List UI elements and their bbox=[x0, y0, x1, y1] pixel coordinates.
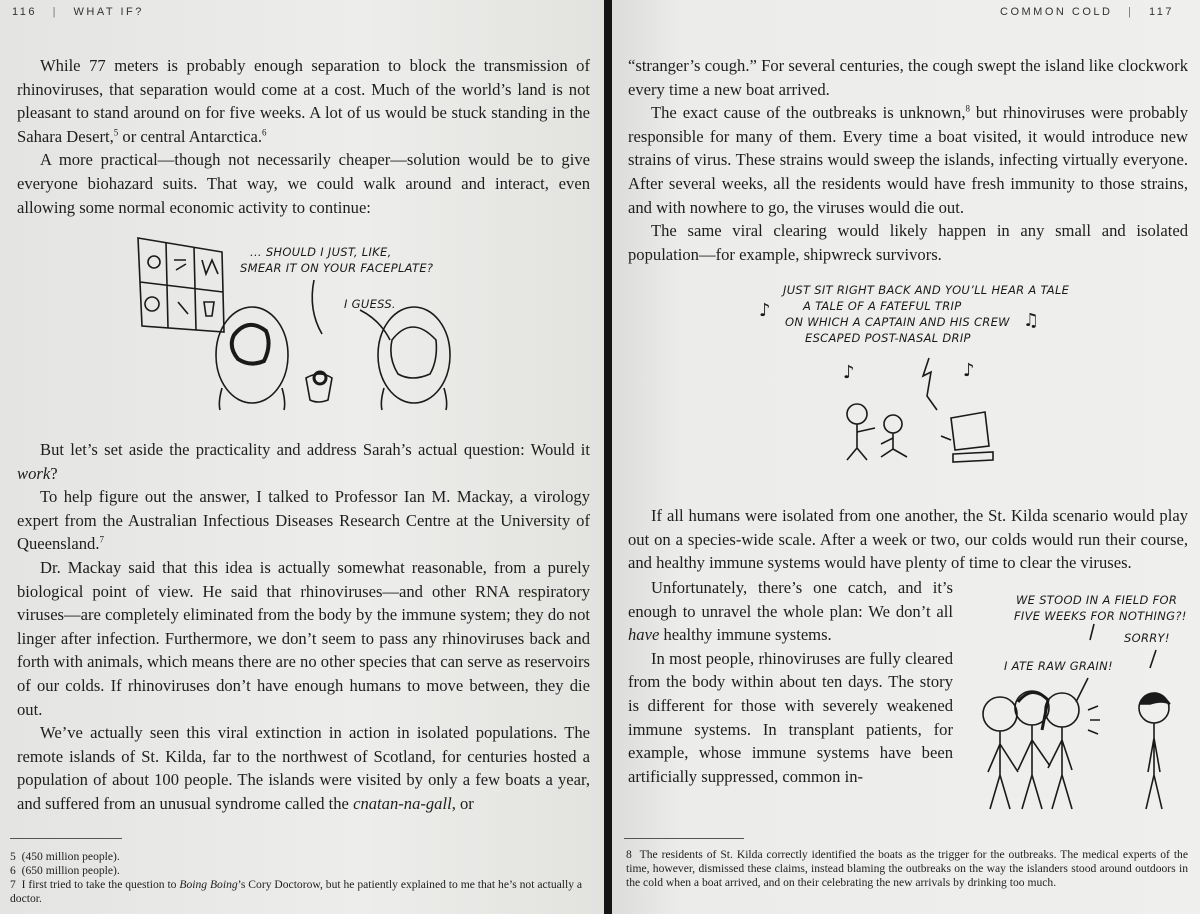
comic2-lyric-line3: ON WHICH A CAPTAIN AND HIS CREW bbox=[785, 315, 1010, 329]
paragraph: To help figure out the answer, I talked to Professor Ian M. Mackay, a virology expert from the Australian Infectious Diseases Research Centre at the University of Queensland.$^7$ bbox=[17, 487, 590, 554]
right-running-head bbox=[1000, 6, 1174, 18]
menu-board-icon bbox=[138, 238, 224, 332]
footnote: 7 I first tried to take the question to Boing Boing’s Cory Doctorow, but he patiently explained to me that he’s not actually a doctor. bbox=[10, 878, 583, 905]
comic3-speech-grain: I ATE RAW GRAIN! bbox=[1004, 659, 1113, 673]
right-page-number: 117 bbox=[1148, 6, 1174, 18]
music-note-icon: ♫ bbox=[1023, 310, 1040, 331]
left-page-number: 116 bbox=[12, 6, 38, 18]
paragraph: In most people, rhinoviruses are fully cleared from the body within about ten days. The story is different for those with severely weakened immune systems. In transplant patients, for example, whose immune systems have been artificially suppressed, common in- bbox=[628, 648, 953, 786]
right-text-mid bbox=[628, 504, 1188, 575]
paragraph: But let’s set aside the practicality and address Sarah’s actual question: Would it work? bbox=[17, 440, 590, 483]
paragraph: “stranger’s cough.” For several centuries, the cough swept the island like clockwork every time a new boat arrived. bbox=[628, 56, 1188, 99]
comic1-speech-line1: ... SHOULD I JUST, LIKE, bbox=[250, 245, 392, 259]
stick-figure-icon bbox=[983, 697, 1017, 731]
right-footnotes bbox=[626, 848, 1188, 890]
comic3-speech-sorry: SORRY! bbox=[1124, 631, 1170, 645]
field-comic bbox=[970, 588, 1190, 818]
paragraph: If all humans were isolated from one another, the St. Kilda scenario would play out on a species-wide scale. After a week or two, our colds would run their course, and healthy immune systems would have plenty of time to clear the viruses. bbox=[628, 506, 1188, 573]
comic2-lyric-line4: ESCAPED POST-NASAL DRIP bbox=[805, 331, 971, 345]
helmet-icon bbox=[216, 307, 288, 403]
book-spine bbox=[604, 0, 612, 914]
footnote-rule bbox=[624, 838, 744, 839]
stick-figure-icon bbox=[847, 404, 867, 424]
comic3-speech-top2: FIVE WEEKS FOR NOTHING?! bbox=[1014, 609, 1187, 623]
comic2-lyric-line2: A TALE OF A FATEFUL TRIP bbox=[803, 299, 962, 313]
left-head-divider: | bbox=[52, 6, 58, 18]
comic1-speech-line2: SMEAR IT ON YOUR FACEPLATE? bbox=[240, 261, 434, 275]
footnote: 6 (650 million people). bbox=[10, 864, 120, 877]
music-note-icon: ♪ bbox=[963, 360, 975, 381]
left-text-bottom bbox=[17, 438, 590, 816]
paragraph: The same viral clearing would likely happen in any small and isolated population—for example, shipwreck survivors. bbox=[628, 221, 1188, 264]
helmet-icon bbox=[378, 307, 450, 403]
paragraph: While 77 meters is probably enough separation to block the transmission of rhinoviruses, that separation would come at a cost. Much of the world’s land is not pleasant to stand around on for five weeks. A lot of us would be stuck standing in the Sahara Desert,$^5$ or central Antarctica.$^6$ bbox=[17, 56, 590, 146]
footnote-rule bbox=[10, 838, 122, 839]
stick-figure-icon bbox=[884, 415, 902, 433]
left-book-title: WHAT IF? bbox=[73, 6, 144, 18]
computer-icon bbox=[951, 412, 993, 462]
music-note-icon: ♪ bbox=[843, 362, 855, 383]
right-text-top bbox=[628, 54, 1188, 266]
comic1-speech-guess: I GUESS. bbox=[344, 297, 396, 311]
paragraph: A more practical—though not necessarily cheaper—solution would be to give everyone biohazard suits. That way, we could walk around and interact, even allowing some normal economic activity to continue: bbox=[17, 150, 590, 217]
right-chapter-title: COMMON COLD bbox=[1000, 6, 1113, 18]
paragraph: Unfortunately, there’s one catch, and it’s enough to unravel the whole plan: We don’t all have healthy immune systems. bbox=[628, 578, 953, 645]
comic3-speech-top1: WE STOOD IN A FIELD FOR bbox=[1016, 593, 1178, 607]
right-page bbox=[612, 0, 1200, 914]
paragraph: The exact cause of the outbreaks is unknown,$^8$ but rhinoviruses were probably responsible for many of them. Every time a boat visited, it would introduce new strains of virus. These strains would sweep the islands, infecting virtually everyone. After several weeks, all the residents would have fresh immunity to those strains, and with nowhere to go, the viruses would die out. bbox=[628, 103, 1188, 217]
footnote: 8 The residents of St. Kilda correctly identified the boats as the trigger for the outbreaks. The medical experts of the time, however, dismissed these claims, instead blaming the outbreaks on the way the islanders stood around outdoors in the cold when a boat arrived, and on their celebrating the new arrivals by drinking too much. bbox=[626, 848, 1188, 889]
paragraph: Dr. Mackay said that this idea is actually somewhat reasonable, from a purely biological point of view. He said that rhinoviruses—and other RNA respiratory viruses—are completely eliminated from the body by the immune system; they do not linger after infection. Furthermore, we don’t seem to pass any rhinoviruses back and forth with animals, which means there are no other species that can serve as reservoirs of our colds. If rhinoviruses don’t have enough humans to move between, they die out. bbox=[17, 557, 590, 719]
footnote: 5 (450 million people). bbox=[10, 850, 120, 863]
left-text-top bbox=[17, 54, 590, 219]
shipwreck-comic bbox=[757, 278, 1070, 468]
comic2-lyric-line1: JUST SIT RIGHT BACK AND YOU’LL HEAR A TALE bbox=[783, 283, 1070, 297]
stick-figure-icon bbox=[1045, 693, 1079, 727]
left-footnotes bbox=[10, 850, 595, 906]
coffee-cup-icon bbox=[306, 374, 332, 402]
right-text-narrow bbox=[628, 576, 953, 788]
right-head-divider: | bbox=[1128, 6, 1134, 18]
paragraph: We’ve actually seen this viral extinction in action in isolated populations. The remote islands of St. Kilda, far to the northwest of Scotland, for centuries hosted a population of about 100 people. The islands were visited by only a few boats a year, and suffered from an unusual syndrome called the cnatan-na-gall, or bbox=[17, 723, 590, 813]
biohazard-comic bbox=[130, 230, 480, 420]
left-running-head bbox=[12, 6, 144, 18]
music-note-icon: ♪ bbox=[759, 300, 771, 321]
